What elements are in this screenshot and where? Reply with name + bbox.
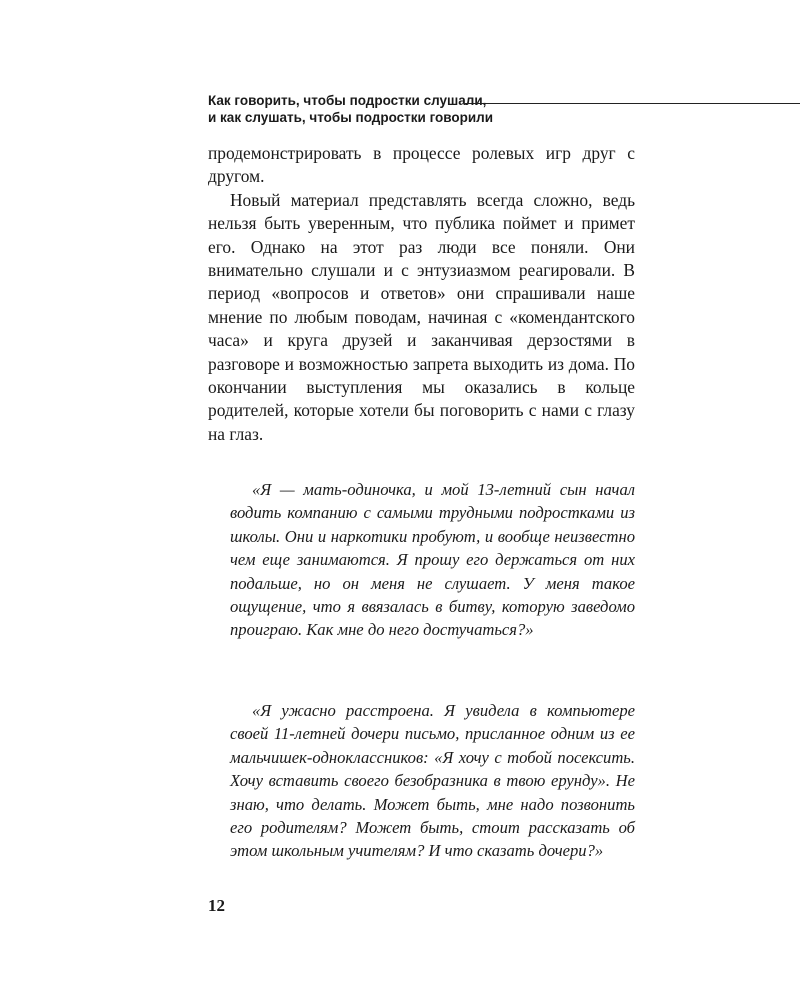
running-head-line-1: Как говорить, чтобы подростки слушали, (208, 93, 487, 108)
paragraph: Новый материал представлять всегда сложно, ведь нельзя быть уверенным, что публика поймет и примет его. Однако на этот раз люди все поняли. Они внимательно слушали и с энтузиазмом реагировали. В период «вопросов и ответов» они спрашивали наше мнение по любым поводам, начиная с «комендантского часа» и круга друзей и заканчивая дерзостями в разговоре и возможностью запрета выходить из дома. По окончании выступления мы оказались в кольце родителей, которые хотели бы поговорить с нами с глазу на глаз. (208, 189, 635, 444)
main-text (208, 142, 635, 446)
quote-text: «Я ужасно расстроена. Я увидела в компьютере своей 11-летней дочери письмо, присланное одним из ее мальчишек-одноклассников: «Я хочу с тобой посексить. Хочу вставить своего безобразника в твою ерунду». Не знаю, что делать. Может быть, мне надо позвонить его родителям? Может быть, стоит рассказать об этом школьным учителям? И что сказать дочери?» (230, 701, 635, 861)
running-head-rule (465, 103, 800, 104)
page-number: 12 (208, 896, 225, 915)
running-head-line-2: и как слушать, чтобы подростки говорили (208, 110, 494, 125)
running-head (208, 92, 638, 126)
parent-quote-1 (230, 478, 635, 642)
paragraph-continuation: продемонстрировать в процессе ролевых игр друг с другом. (208, 143, 635, 187)
quote-text: «Я — мать-одиночка, и мой 13-летний сын начал водить компанию с самыми трудными подростками из школы. Они и наркотики пробуют, и вообще неизвестно чем еще занимаются. Я прошу его держаться от них подальше, но он меня не слушает. У меня такое ощущение, что я ввязалась в битву, которую заведомо проиграю. Как мне до него достучаться?» (230, 480, 635, 640)
parent-quote-2 (230, 699, 635, 863)
